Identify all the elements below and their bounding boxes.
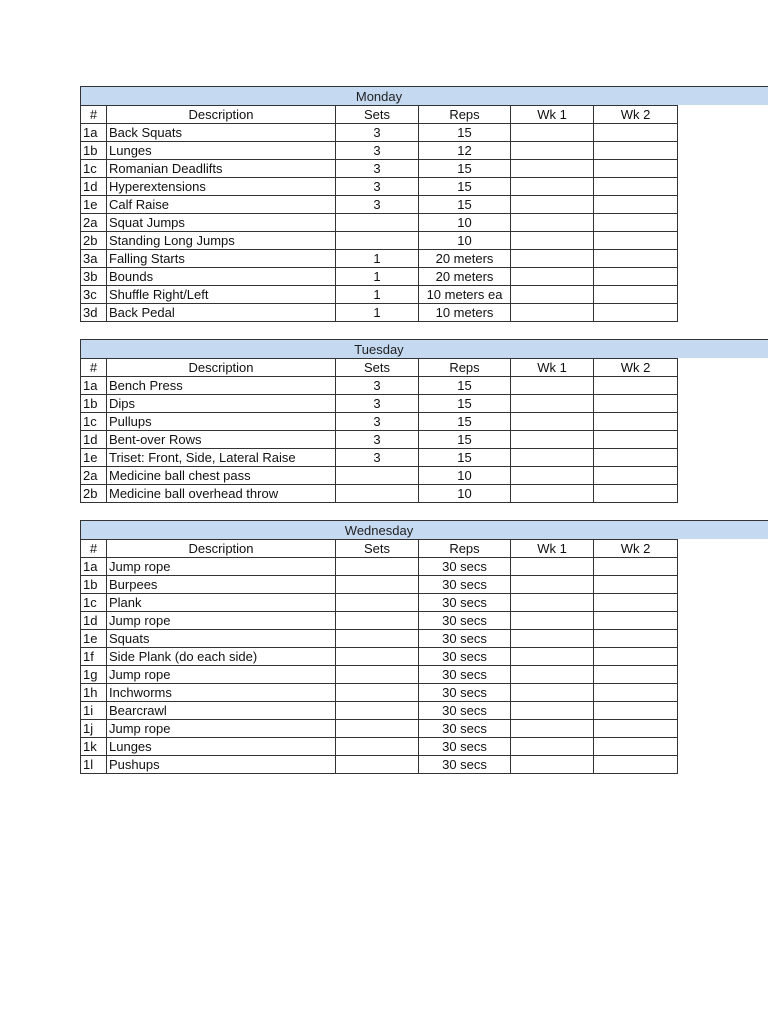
exercise-number-cell: 3b xyxy=(81,268,107,286)
exercise-description-cell: Lunges xyxy=(107,738,336,756)
sets-cell: 3 xyxy=(336,413,419,431)
reps-cell: 15 xyxy=(419,178,511,196)
exercise-description-cell: Calf Raise xyxy=(107,196,336,214)
week-2-cell xyxy=(594,160,678,178)
week-1-cell xyxy=(511,630,594,648)
column-header-reps: Reps xyxy=(419,359,511,377)
workout-table xyxy=(80,358,678,503)
exercise-description-cell: Bearcrawl xyxy=(107,702,336,720)
column-header-week-2: Wk 2 xyxy=(594,359,678,377)
week-2-cell xyxy=(594,431,678,449)
week-2-cell xyxy=(594,250,678,268)
sets-cell xyxy=(336,720,419,738)
week-1-cell xyxy=(511,720,594,738)
week-2-cell xyxy=(594,702,678,720)
exercise-description-cell: Squats xyxy=(107,630,336,648)
table-row xyxy=(81,196,678,214)
table-row xyxy=(81,142,678,160)
exercise-number-cell: 1e xyxy=(81,449,107,467)
column-header-week-1: Wk 1 xyxy=(511,359,594,377)
reps-cell: 12 xyxy=(419,142,511,160)
table-row xyxy=(81,702,678,720)
week-1-cell xyxy=(511,576,594,594)
exercise-number-cell: 1b xyxy=(81,395,107,413)
table-row xyxy=(81,666,678,684)
week-1-cell xyxy=(511,449,594,467)
week-1-cell xyxy=(511,684,594,702)
exercise-description-cell: Jump rope xyxy=(107,612,336,630)
week-1-cell xyxy=(511,666,594,684)
sets-cell xyxy=(336,612,419,630)
reps-cell: 30 secs xyxy=(419,738,511,756)
table-row xyxy=(81,304,678,322)
column-header-number: # xyxy=(81,106,107,124)
week-2-cell xyxy=(594,485,678,503)
reps-cell: 10 meters xyxy=(419,304,511,322)
exercise-number-cell: 1a xyxy=(81,558,107,576)
exercise-description-cell: Hyperextensions xyxy=(107,178,336,196)
table-row xyxy=(81,413,678,431)
tuesday-section xyxy=(80,339,768,503)
exercise-number-cell: 2a xyxy=(81,467,107,485)
exercise-description-cell: Burpees xyxy=(107,576,336,594)
column-header-row xyxy=(81,359,678,377)
week-2-cell xyxy=(594,214,678,232)
column-header-reps: Reps xyxy=(419,106,511,124)
column-header-sets: Sets xyxy=(336,106,419,124)
exercise-number-cell: 3a xyxy=(81,250,107,268)
sets-cell xyxy=(336,702,419,720)
table-row xyxy=(81,214,678,232)
week-2-cell xyxy=(594,449,678,467)
table-row xyxy=(81,431,678,449)
reps-cell: 10 xyxy=(419,214,511,232)
day-title: Monday xyxy=(355,89,403,104)
week-1-cell xyxy=(511,648,594,666)
week-1-cell xyxy=(511,214,594,232)
table-row xyxy=(81,268,678,286)
column-header-week-2: Wk 2 xyxy=(594,106,678,124)
reps-cell: 20 meters xyxy=(419,250,511,268)
reps-cell: 15 xyxy=(419,413,511,431)
exercise-description-cell: Back Squats xyxy=(107,124,336,142)
week-2-cell xyxy=(594,178,678,196)
week-1-cell xyxy=(511,467,594,485)
sets-cell: 3 xyxy=(336,124,419,142)
exercise-description-cell: Falling Starts xyxy=(107,250,336,268)
exercise-description-cell: Jump rope xyxy=(107,720,336,738)
week-2-cell xyxy=(594,738,678,756)
exercise-number-cell: 3d xyxy=(81,304,107,322)
sets-cell xyxy=(336,232,419,250)
week-1-cell xyxy=(511,304,594,322)
exercise-number-cell: 1e xyxy=(81,630,107,648)
exercise-number-cell: 1f xyxy=(81,648,107,666)
reps-cell: 10 xyxy=(419,232,511,250)
table-row xyxy=(81,467,678,485)
week-2-cell xyxy=(594,395,678,413)
table-row xyxy=(81,395,678,413)
table-row xyxy=(81,684,678,702)
sets-cell: 3 xyxy=(336,142,419,160)
reps-cell: 10 xyxy=(419,467,511,485)
reps-cell: 15 xyxy=(419,124,511,142)
column-header-week-1: Wk 1 xyxy=(511,540,594,558)
exercise-number-cell: 1e xyxy=(81,196,107,214)
exercise-number-cell: 1g xyxy=(81,666,107,684)
week-2-cell xyxy=(594,666,678,684)
week-1-cell xyxy=(511,377,594,395)
exercise-number-cell: 1c xyxy=(81,594,107,612)
column-header-description: Description xyxy=(107,359,336,377)
week-2-cell xyxy=(594,558,678,576)
sets-cell: 1 xyxy=(336,250,419,268)
exercise-number-cell: 1d xyxy=(81,178,107,196)
table-row xyxy=(81,738,678,756)
exercise-number-cell: 2b xyxy=(81,232,107,250)
week-1-cell xyxy=(511,702,594,720)
exercise-number-cell: 1b xyxy=(81,576,107,594)
week-1-cell xyxy=(511,160,594,178)
week-1-cell xyxy=(511,738,594,756)
reps-cell: 30 secs xyxy=(419,576,511,594)
reps-cell: 30 secs xyxy=(419,558,511,576)
week-1-cell xyxy=(511,268,594,286)
week-1-cell xyxy=(511,250,594,268)
table-row xyxy=(81,720,678,738)
table-row xyxy=(81,648,678,666)
workout-table xyxy=(80,105,678,322)
column-header-week-2: Wk 2 xyxy=(594,540,678,558)
sets-cell xyxy=(336,576,419,594)
reps-cell: 30 secs xyxy=(419,630,511,648)
sets-cell: 3 xyxy=(336,449,419,467)
column-header-week-1: Wk 1 xyxy=(511,106,594,124)
reps-cell: 30 secs xyxy=(419,684,511,702)
day-header-bar xyxy=(80,339,768,358)
table-row xyxy=(81,232,678,250)
week-1-cell xyxy=(511,232,594,250)
exercise-number-cell: 1a xyxy=(81,124,107,142)
exercise-description-cell: Pushups xyxy=(107,756,336,774)
exercise-description-cell: Medicine ball chest pass xyxy=(107,467,336,485)
exercise-description-cell: Standing Long Jumps xyxy=(107,232,336,250)
exercise-number-cell: 2b xyxy=(81,485,107,503)
week-1-cell xyxy=(511,196,594,214)
exercise-number-cell: 1d xyxy=(81,431,107,449)
sets-cell: 3 xyxy=(336,160,419,178)
week-1-cell xyxy=(511,178,594,196)
reps-cell: 15 xyxy=(419,160,511,178)
exercise-description-cell: Side Plank (do each side) xyxy=(107,648,336,666)
exercise-rows xyxy=(81,558,678,774)
sets-cell xyxy=(336,648,419,666)
day-title: Tuesday xyxy=(354,342,404,357)
week-2-cell xyxy=(594,720,678,738)
sets-cell xyxy=(336,684,419,702)
reps-cell: 30 secs xyxy=(419,666,511,684)
week-1-cell xyxy=(511,594,594,612)
week-1-cell xyxy=(511,413,594,431)
week-1-cell xyxy=(511,395,594,413)
wednesday-section xyxy=(80,520,768,774)
exercise-number-cell: 1d xyxy=(81,612,107,630)
reps-cell: 10 meters ea xyxy=(419,286,511,304)
exercise-description-cell: Romanian Deadlifts xyxy=(107,160,336,178)
exercise-description-cell: Bent-over Rows xyxy=(107,431,336,449)
reps-cell: 10 xyxy=(419,485,511,503)
sets-cell: 1 xyxy=(336,286,419,304)
reps-cell: 30 secs xyxy=(419,702,511,720)
day-header-bar xyxy=(80,86,768,105)
week-1-cell xyxy=(511,142,594,160)
week-2-cell xyxy=(594,630,678,648)
exercise-description-cell: Bench Press xyxy=(107,377,336,395)
exercise-description-cell: Squat Jumps xyxy=(107,214,336,232)
column-header-row xyxy=(81,106,678,124)
reps-cell: 20 meters xyxy=(419,268,511,286)
table-row xyxy=(81,286,678,304)
week-2-cell xyxy=(594,268,678,286)
sets-cell xyxy=(336,738,419,756)
week-2-cell xyxy=(594,413,678,431)
column-header-number: # xyxy=(81,540,107,558)
exercise-description-cell: Lunges xyxy=(107,142,336,160)
exercise-description-cell: Back Pedal xyxy=(107,304,336,322)
sets-cell: 3 xyxy=(336,395,419,413)
week-2-cell xyxy=(594,684,678,702)
table-row xyxy=(81,377,678,395)
week-1-cell xyxy=(511,558,594,576)
column-header-description: Description xyxy=(107,540,336,558)
week-1-cell xyxy=(511,485,594,503)
exercise-rows xyxy=(81,124,678,322)
sets-cell xyxy=(336,666,419,684)
week-2-cell xyxy=(594,196,678,214)
sets-cell: 1 xyxy=(336,304,419,322)
sets-cell xyxy=(336,756,419,774)
monday-section xyxy=(80,86,768,322)
week-2-cell xyxy=(594,304,678,322)
exercise-number-cell: 1k xyxy=(81,738,107,756)
table-row xyxy=(81,630,678,648)
exercise-description-cell: Plank xyxy=(107,594,336,612)
table-row xyxy=(81,612,678,630)
reps-cell: 15 xyxy=(419,431,511,449)
exercise-number-cell: 1b xyxy=(81,142,107,160)
week-2-cell xyxy=(594,232,678,250)
table-row xyxy=(81,178,678,196)
reps-cell: 15 xyxy=(419,377,511,395)
exercise-number-cell: 1c xyxy=(81,413,107,431)
week-1-cell xyxy=(511,124,594,142)
reps-cell: 15 xyxy=(419,395,511,413)
sets-cell xyxy=(336,214,419,232)
sets-cell xyxy=(336,630,419,648)
exercise-description-cell: Inchworms xyxy=(107,684,336,702)
reps-cell: 30 secs xyxy=(419,648,511,666)
column-header-number: # xyxy=(81,359,107,377)
week-1-cell xyxy=(511,286,594,304)
table-row xyxy=(81,594,678,612)
exercise-rows xyxy=(81,377,678,503)
day-title: Wednesday xyxy=(344,523,414,538)
exercise-number-cell: 1a xyxy=(81,377,107,395)
table-row xyxy=(81,160,678,178)
table-row xyxy=(81,124,678,142)
exercise-description-cell: Pullups xyxy=(107,413,336,431)
exercise-number-cell: 3c xyxy=(81,286,107,304)
column-header-row xyxy=(81,540,678,558)
exercise-description-cell: Dips xyxy=(107,395,336,413)
week-1-cell xyxy=(511,612,594,630)
sets-cell: 3 xyxy=(336,196,419,214)
week-1-cell xyxy=(511,756,594,774)
exercise-number-cell: 1l xyxy=(81,756,107,774)
sets-cell xyxy=(336,485,419,503)
column-header-reps: Reps xyxy=(419,540,511,558)
sets-cell: 1 xyxy=(336,268,419,286)
week-2-cell xyxy=(594,576,678,594)
week-2-cell xyxy=(594,467,678,485)
week-2-cell xyxy=(594,612,678,630)
reps-cell: 30 secs xyxy=(419,756,511,774)
table-row xyxy=(81,449,678,467)
reps-cell: 15 xyxy=(419,196,511,214)
sets-cell xyxy=(336,467,419,485)
table-row xyxy=(81,250,678,268)
sets-cell: 3 xyxy=(336,178,419,196)
column-header-sets: Sets xyxy=(336,540,419,558)
exercise-description-cell: Triset: Front, Side, Lateral Raise xyxy=(107,449,336,467)
exercise-description-cell: Medicine ball overhead throw xyxy=(107,485,336,503)
week-2-cell xyxy=(594,648,678,666)
reps-cell: 15 xyxy=(419,449,511,467)
column-header-description: Description xyxy=(107,106,336,124)
week-2-cell xyxy=(594,142,678,160)
week-2-cell xyxy=(594,377,678,395)
week-2-cell xyxy=(594,124,678,142)
table-row xyxy=(81,576,678,594)
table-row xyxy=(81,558,678,576)
week-2-cell xyxy=(594,756,678,774)
exercise-number-cell: 2a xyxy=(81,214,107,232)
exercise-description-cell: Jump rope xyxy=(107,558,336,576)
reps-cell: 30 secs xyxy=(419,594,511,612)
exercise-number-cell: 1j xyxy=(81,720,107,738)
sets-cell: 3 xyxy=(336,377,419,395)
exercise-number-cell: 1h xyxy=(81,684,107,702)
exercise-number-cell: 1c xyxy=(81,160,107,178)
exercise-number-cell: 1i xyxy=(81,702,107,720)
week-2-cell xyxy=(594,286,678,304)
exercise-description-cell: Bounds xyxy=(107,268,336,286)
reps-cell: 30 secs xyxy=(419,720,511,738)
table-row xyxy=(81,756,678,774)
sets-cell xyxy=(336,558,419,576)
reps-cell: 30 secs xyxy=(419,612,511,630)
sets-cell: 3 xyxy=(336,431,419,449)
table-row xyxy=(81,485,678,503)
day-header-bar xyxy=(80,520,768,539)
exercise-description-cell: Jump rope xyxy=(107,666,336,684)
column-header-sets: Sets xyxy=(336,359,419,377)
week-2-cell xyxy=(594,594,678,612)
sets-cell xyxy=(336,594,419,612)
week-1-cell xyxy=(511,431,594,449)
exercise-description-cell: Shuffle Right/Left xyxy=(107,286,336,304)
workout-table xyxy=(80,539,678,774)
